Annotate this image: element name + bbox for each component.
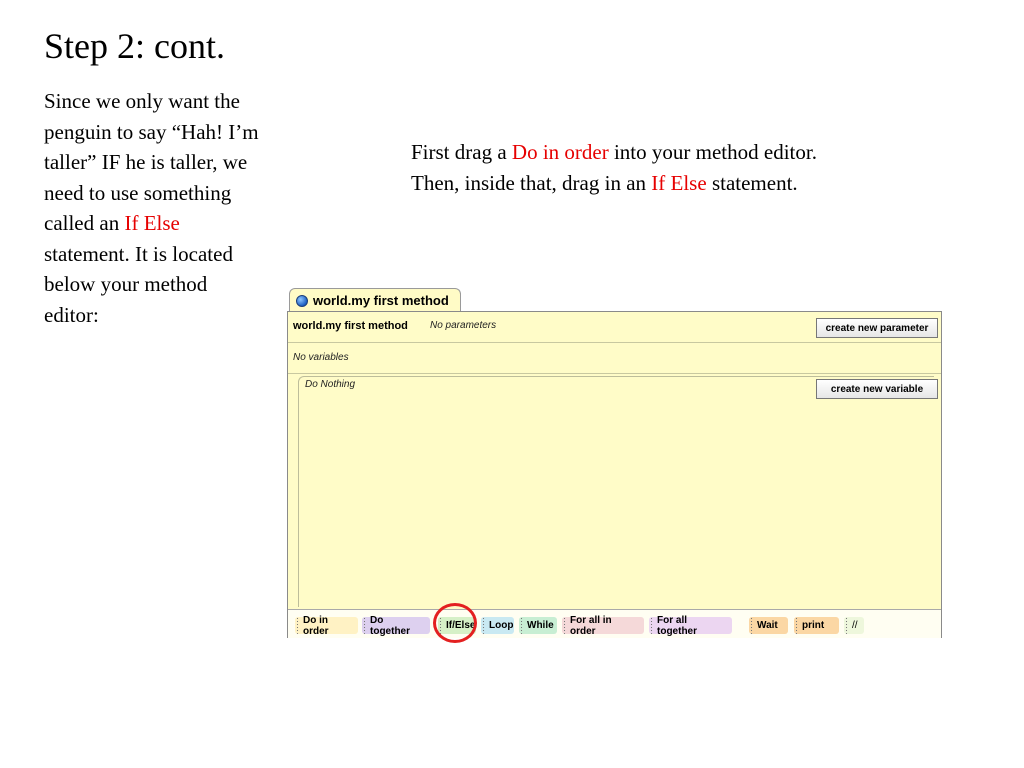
do-in-order-highlight: Do in order [511, 140, 609, 164]
method-tab-label: world.my first method [313, 293, 449, 308]
while-tile[interactable]: While [519, 617, 557, 634]
if-else-highlight: If Else [124, 211, 180, 235]
loop-tile[interactable]: Loop [481, 617, 514, 634]
instruction-right-part3: statement. [706, 171, 798, 195]
print-tile[interactable]: print [794, 617, 839, 634]
method-editor-panel [287, 311, 942, 638]
instruction-left-part2: statement. It is located below your method editor: [44, 241, 233, 327]
method-tab[interactable] [289, 288, 461, 312]
method-header-row [288, 312, 941, 343]
variables-text: No variables [293, 352, 349, 363]
method-body-drop-area[interactable] [298, 376, 934, 607]
instruction-right-part2: into your method editor. Then, inside that, drag in an [411, 140, 817, 195]
instruction-right [411, 137, 861, 199]
do-in-order-tile[interactable]: Do in order [295, 617, 358, 634]
create-new-variable-button[interactable]: create new variable [816, 379, 938, 399]
if-else-highlight-2: If Else [651, 171, 707, 195]
for-all-together-tile[interactable]: For all together [649, 617, 732, 634]
instruction-left [44, 86, 259, 330]
method-name: world.my first method [293, 320, 408, 332]
wait-tile[interactable]: Wait [749, 617, 788, 634]
if-else-tile[interactable]: If/Else [438, 617, 476, 634]
control-toolbar [288, 609, 941, 638]
comment-tile[interactable]: // [844, 617, 864, 634]
create-new-parameter-button[interactable]: create new parameter [816, 318, 938, 338]
method-editor [287, 288, 942, 638]
do-nothing-placeholder: Do Nothing [305, 379, 356, 390]
for-all-in-order-tile[interactable]: For all in order [562, 617, 644, 634]
slide-title: Step 2: cont. [44, 26, 225, 66]
instruction-right-part1: First drag a [411, 140, 512, 164]
globe-icon [296, 295, 308, 307]
parameters-text: No parameters [430, 320, 497, 331]
instruction-left-part1: Since we only want the penguin to say “Hah! I’m taller” IF he is taller, we need to use something called an [44, 89, 259, 235]
if-else-highlight-circle [433, 603, 477, 643]
do-together-tile[interactable]: Do together [362, 617, 430, 634]
